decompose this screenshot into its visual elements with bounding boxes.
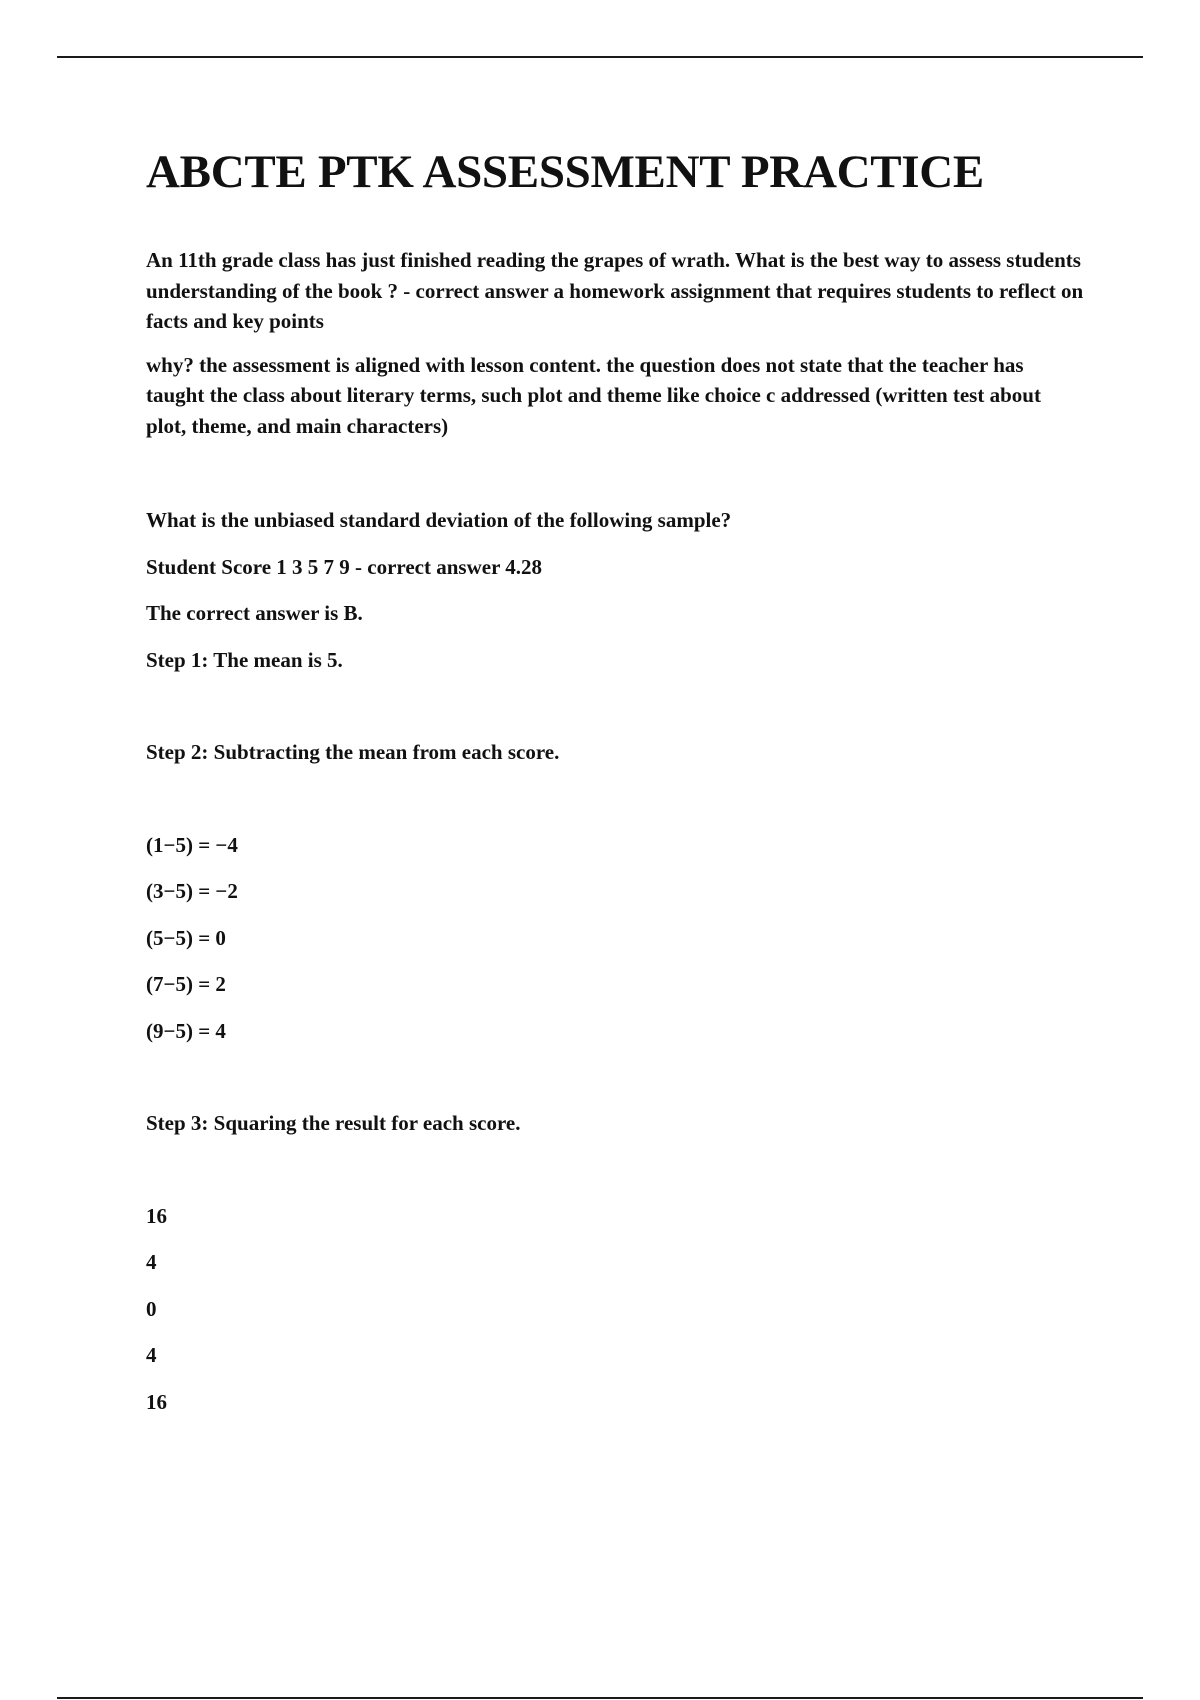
q2-answer-line: Student Score 1 3 5 7 9 - correct answer 4.28 xyxy=(146,554,543,579)
difference-line: (7−5) = 2 xyxy=(146,972,226,996)
page-title: ABCTE PTK ASSESSMENT PRACTICE xyxy=(146,146,984,198)
difference-line: (3−5) = −2 xyxy=(146,879,238,903)
top-rule xyxy=(57,56,1143,58)
square-line: 16 xyxy=(146,1203,167,1228)
q2-question: What is the unbiased standard deviation of the following sample? xyxy=(146,508,732,532)
square-line: 4 xyxy=(146,1250,157,1274)
q2-step2: Step 2: Subtracting the mean from each score. xyxy=(146,740,560,764)
q2-correct-note: The correct answer is B. xyxy=(146,601,363,625)
difference-line: (1−5) = −4 xyxy=(146,832,238,857)
q1-question: An 11th grade class has just finished reading the grapes of wrath. What is the best way to assess students understanding of the book ? - correct answer a homework assignment that requires students to reflect on facts and key points xyxy=(146,248,1084,333)
q2-step1: Step 1: The mean is 5. xyxy=(146,647,343,672)
square-line: 0 xyxy=(146,1296,157,1321)
document-body xyxy=(146,245,1086,1433)
square-line: 4 xyxy=(146,1343,157,1367)
difference-line: (5−5) = 0 xyxy=(146,925,226,950)
bottom-rule xyxy=(57,1697,1143,1699)
q2-step3: Step 3: Squaring the result for each score. xyxy=(146,1111,521,1135)
q1-explanation: why? the assessment is aligned with lesson content. the question does not state that the teacher has taught the class about literary terms, such plot and theme like choice c addressed (written test about plot, theme, and main characters) xyxy=(146,352,1041,438)
square-line: 16 xyxy=(146,1389,167,1414)
difference-line: (9−5) = 4 xyxy=(146,1018,226,1043)
